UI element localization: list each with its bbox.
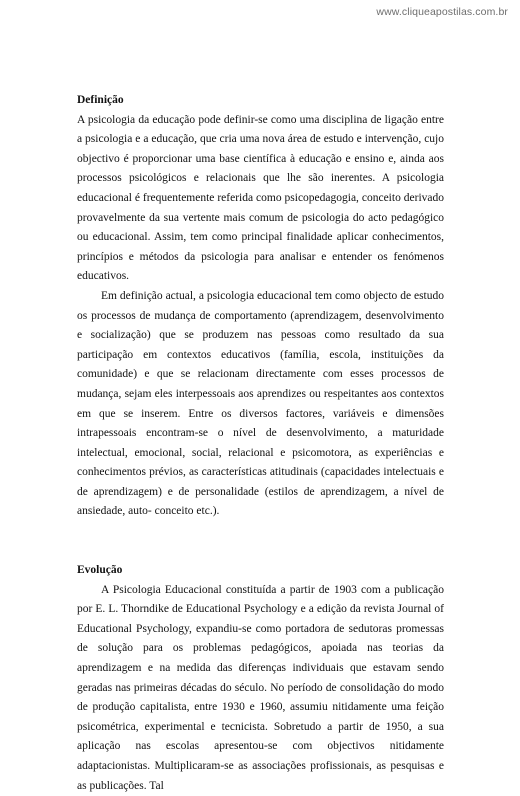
paragraph-evolucao-1: A Psicologia Educacional constituída a partir de 1903 com a publicação por E. L. Thorndike de Educational Psychology e a edição da revista Journal of Educational Psychology, expandiu-se como portadora de sedutoras promessas de solução para os problemas pedagógicos, apoiada nas teorias da aprendizagem e na medida das diferenças individuais que estavam sendo geradas nas primeiras décadas do século. No período de consolidação do modo de produção capitalista, entre 1930 e 1960, assumiu nitidamente uma feição psicométrica, experimental e tecnicista. Sobretudo a partir de 1950, a sua aplicação nas escolas apresentou-se com objectivos nitidamente adaptacionistas. Multiplicaram-se as associações profissionais, as pesquisas e as publicações. Tal bbox=[77, 583, 444, 792]
section-evolucao bbox=[77, 561, 444, 796]
document-page bbox=[77, 91, 444, 796]
site-watermark: www.cliqueapostilas.com.br bbox=[376, 6, 508, 18]
section-title-evolucao: Evolução bbox=[77, 564, 123, 577]
paragraph-definicao-2: Em definição actual, a psicologia educacional tem como objecto de estudo os processos de mudança de comportamento (aprendizagem, desenvolvimento e socialização) que se produzem nas pessoas como resultado da sua participação em contextos educativos (família, escola, instituições da comunidade) e que se relacionam directamente com esses processos de mudança, sejam eles interpessoais aos aprendizes ou respeitantes aos contextos em que se inserem. Entre os diversos factores, variáveis e dimensões intrapessoais encontram-se o nível de desenvolvimento, a maturidade intelectual, emocional, social, relacional e psicomotora, as experiências e conhecimentos prévios, as características atitudinais (capacidades intelectuais e de aprendizagem) e de personalidade (estilos de aprendizagem, a nível de ansiedade, auto- conceito etc.). bbox=[77, 289, 444, 518]
paragraph-definicao-1: A psicologia da educação pode definir-se como uma disciplina de ligação entre a psicologia e a educação, que cria uma nova área de estudo e intervenção, cujo objectivo é proporcionar uma base científica à educação e ensino e, ainda aos processos psicológicos e relacionais que lhe são inerentes. A psicologia educacional é frequentemente referida como psicopedagogia, conceito derivado provavelmente da sua vertente mais comum de psicologia do acto pedagógico ou educacional. Assim, tem como principal finalidade aplicar conhecimentos, princípios e métodos da psicologia para analisar e entender os fenómenos educativos. bbox=[77, 113, 444, 283]
section-title-definicao: Definição bbox=[77, 94, 124, 106]
section-definicao bbox=[77, 91, 444, 522]
section-spacer bbox=[77, 522, 444, 561]
